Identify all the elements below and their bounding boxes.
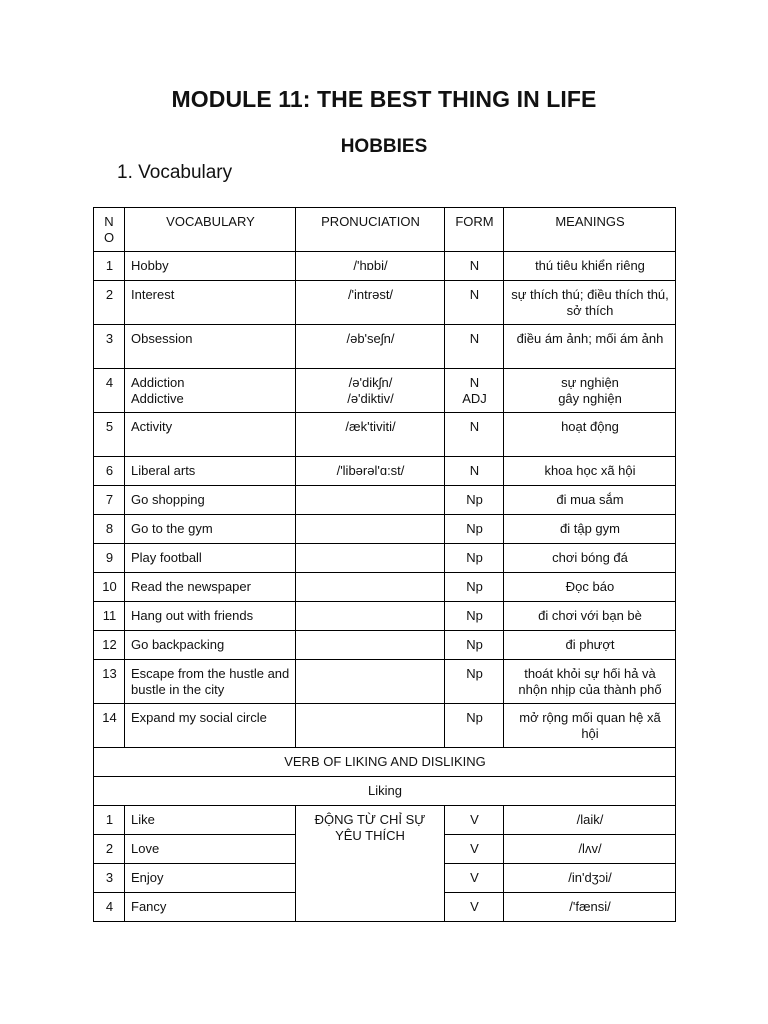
cell-no: 2 [94,835,125,864]
form-text: N [469,375,480,390]
cell-pronunciation: /'fænsi/ [504,893,676,922]
cell-no: 12 [94,631,125,660]
cell-no: 11 [94,602,125,631]
cell-vocabulary [125,457,296,486]
form-text: Np [466,521,483,536]
table-row [94,325,676,369]
form-text: Np [466,637,483,652]
cell-form [445,544,504,573]
cell-meaning [504,486,676,515]
table-row [94,544,676,573]
meaning-text: sự thích thú; điều thích thú, sở thích [511,287,669,318]
cell-form [445,602,504,631]
table-row [94,281,676,325]
cell-pronunciation [296,325,445,369]
cell-form [445,325,504,369]
header-meanings: MEANINGS [504,208,676,252]
cell-pronunciation [296,631,445,660]
cell-no: 4 [94,893,125,922]
cell-form [445,457,504,486]
meaning-text: hoạt động [561,419,619,434]
meaning-text: chơi bóng đá [552,550,628,565]
cell-pronunciation [296,369,445,413]
liking-meaning: ĐỘNG TỪ CHỈ SỰ YÊU THÍCH [296,806,445,922]
cell-pronunciation [296,704,445,748]
cell-pronunciation: /laik/ [504,806,676,835]
cell-vocabulary [125,515,296,544]
form-text: N [469,258,480,273]
table-row [94,704,676,748]
table-row [94,413,676,457]
liking-row [94,777,676,806]
cell-vocabulary [125,413,296,457]
cell-vocabulary [125,369,296,413]
table-row [94,369,676,413]
cell-pronunciation: /in'dʒɔi/ [504,864,676,893]
vocabulary-table [93,207,676,922]
cell-no: 1 [94,806,125,835]
cell-pronunciation [296,573,445,602]
table-header-row [94,208,676,252]
vocabulary-text: Go to the gym [131,521,213,536]
cell-vocabulary: Enjoy [125,864,296,893]
cell-vocabulary [125,660,296,704]
cell-vocabulary [125,602,296,631]
form-text: N [469,287,480,302]
vocabulary-text: Expand my social circle [131,710,267,725]
section-heading: 1. Vocabulary [117,162,233,183]
cell-no: 10 [94,573,125,602]
meaning-text: Đọc báo [565,579,615,594]
cell-form: V [445,893,504,922]
vocabulary-text: Go backpacking [131,637,225,652]
meaning-text: đi tập gym [560,521,620,536]
form-text: N [469,331,480,346]
vocabulary-text: Read the newspaper [131,579,251,594]
cell-form [445,413,504,457]
pronunciation-text: /'intrəst/ [347,287,394,302]
cell-pronunciation [296,457,445,486]
cell-form [445,573,504,602]
cell-meaning [504,573,676,602]
table-row [94,486,676,515]
cell-meaning [504,544,676,573]
pronunciation-text: /ə'dikʃn/ [348,375,393,390]
cell-form [445,252,504,281]
table-row [94,806,676,835]
pronunciation-text: /'hɒbi/ [353,258,388,273]
vocabulary-text: Interest [131,287,175,302]
table-row [94,660,676,704]
cell-meaning [504,413,676,457]
cell-no: 3 [94,325,125,369]
cell-no: 14 [94,704,125,748]
cell-form: V [445,864,504,893]
form-text: Np [466,608,483,623]
cell-vocabulary [125,486,296,515]
cell-form [445,515,504,544]
form-text-2: ADJ [462,390,487,406]
form-text: N [469,463,480,478]
form-text: N [469,419,480,434]
cell-form [445,486,504,515]
meaning-text: điều ám ảnh; mối ám ảnh [516,331,664,346]
cell-vocabulary [125,281,296,325]
form-text: Np [466,550,483,565]
cell-pronunciation [296,544,445,573]
table-row [94,252,676,281]
cell-no: 6 [94,457,125,486]
cell-form [445,281,504,325]
cell-vocabulary: Love [125,835,296,864]
cell-form: V [445,835,504,864]
table-row [94,457,676,486]
page-title: MODULE 11: THE BEST THING IN LIFE [171,86,597,112]
cell-pronunciation [296,252,445,281]
meaning-text: thú tiêu khiển riêng [535,258,645,273]
cell-form: V [445,806,504,835]
cell-vocabulary [125,631,296,660]
page-subtitle: HOBBIES [340,136,428,157]
cell-no: 5 [94,413,125,457]
meaning-text-2: gây nghiện [558,390,622,406]
cell-no: 9 [94,544,125,573]
cell-vocabulary [125,544,296,573]
cell-no: 4 [94,369,125,413]
cell-pronunciation: /lʌv/ [504,835,676,864]
vocabulary-text: Play football [131,550,202,565]
header-form: FORM [445,208,504,252]
form-text: Np [466,579,483,594]
verb-section-row [94,748,676,777]
liking-title: Liking [94,777,676,806]
cell-vocabulary [125,325,296,369]
table-row [94,515,676,544]
cell-meaning [504,252,676,281]
meaning-text: sự nghiện [561,375,619,390]
cell-pronunciation [296,602,445,631]
cell-form [445,704,504,748]
verb-section-title: VERB OF LIKING AND DISLIKING [94,748,676,777]
cell-meaning [504,631,676,660]
cell-vocabulary [125,573,296,602]
table-row [94,631,676,660]
cell-no: 13 [94,660,125,704]
cell-no: 7 [94,486,125,515]
cell-no: 8 [94,515,125,544]
cell-form [445,631,504,660]
cell-meaning [504,602,676,631]
form-text: Np [466,666,483,681]
cell-meaning [504,457,676,486]
table-row [94,573,676,602]
vocabulary-text: Addiction [131,375,185,390]
cell-meaning [504,704,676,748]
cell-meaning [504,325,676,369]
cell-pronunciation [296,281,445,325]
cell-no: 1 [94,252,125,281]
cell-vocabulary: Like [125,806,296,835]
pronunciation-text: /'libərəl'ɑ:st/ [336,463,405,478]
meaning-text: khoa học xã hội [544,463,636,478]
cell-form [445,369,504,413]
vocabulary-text: Go shopping [131,492,205,507]
header-no: NO [94,208,125,252]
cell-vocabulary [125,704,296,748]
cell-no: 2 [94,281,125,325]
header-pronunciation: PRONUCIATION [296,208,445,252]
vocabulary-text-2: Addictive [131,390,184,406]
meaning-text: đi phượt [565,637,615,652]
vocabulary-text: Hang out with friends [131,608,254,623]
cell-vocabulary: Fancy [125,893,296,922]
cell-pronunciation [296,413,445,457]
cell-pronunciation [296,660,445,704]
meaning-text: mở rộng mối quan hệ xã hội [519,710,661,741]
vocabulary-text: Escape from the hustle and bustle in the city [131,666,290,697]
cell-meaning [504,660,676,704]
table-row [94,602,676,631]
vocabulary-text: Liberal arts [131,463,196,478]
header-vocabulary: VOCABULARY [125,208,296,252]
cell-pronunciation [296,515,445,544]
pronunciation-text: /əb'seʃn/ [346,331,395,346]
meaning-text: thoát khỏi sự hối hả và nhộn nhịp của thành phố [518,666,662,697]
vocabulary-text: Activity [131,419,173,434]
cell-meaning [504,281,676,325]
meaning-text: đi mua sắm [556,492,624,507]
cell-vocabulary [125,252,296,281]
cell-no: 3 [94,864,125,893]
form-text: Np [466,710,483,725]
cell-pronunciation [296,486,445,515]
pronunciation-text-2: /ə'diktiv/ [347,390,394,406]
vocabulary-text: Hobby [131,258,169,273]
cell-meaning [504,369,676,413]
cell-meaning [504,515,676,544]
vocabulary-text: Obsession [131,331,193,346]
form-text: Np [466,492,483,507]
pronunciation-text: /æk'tiviti/ [345,419,396,434]
meaning-text: đi chơi với bạn bè [538,608,642,623]
cell-form [445,660,504,704]
